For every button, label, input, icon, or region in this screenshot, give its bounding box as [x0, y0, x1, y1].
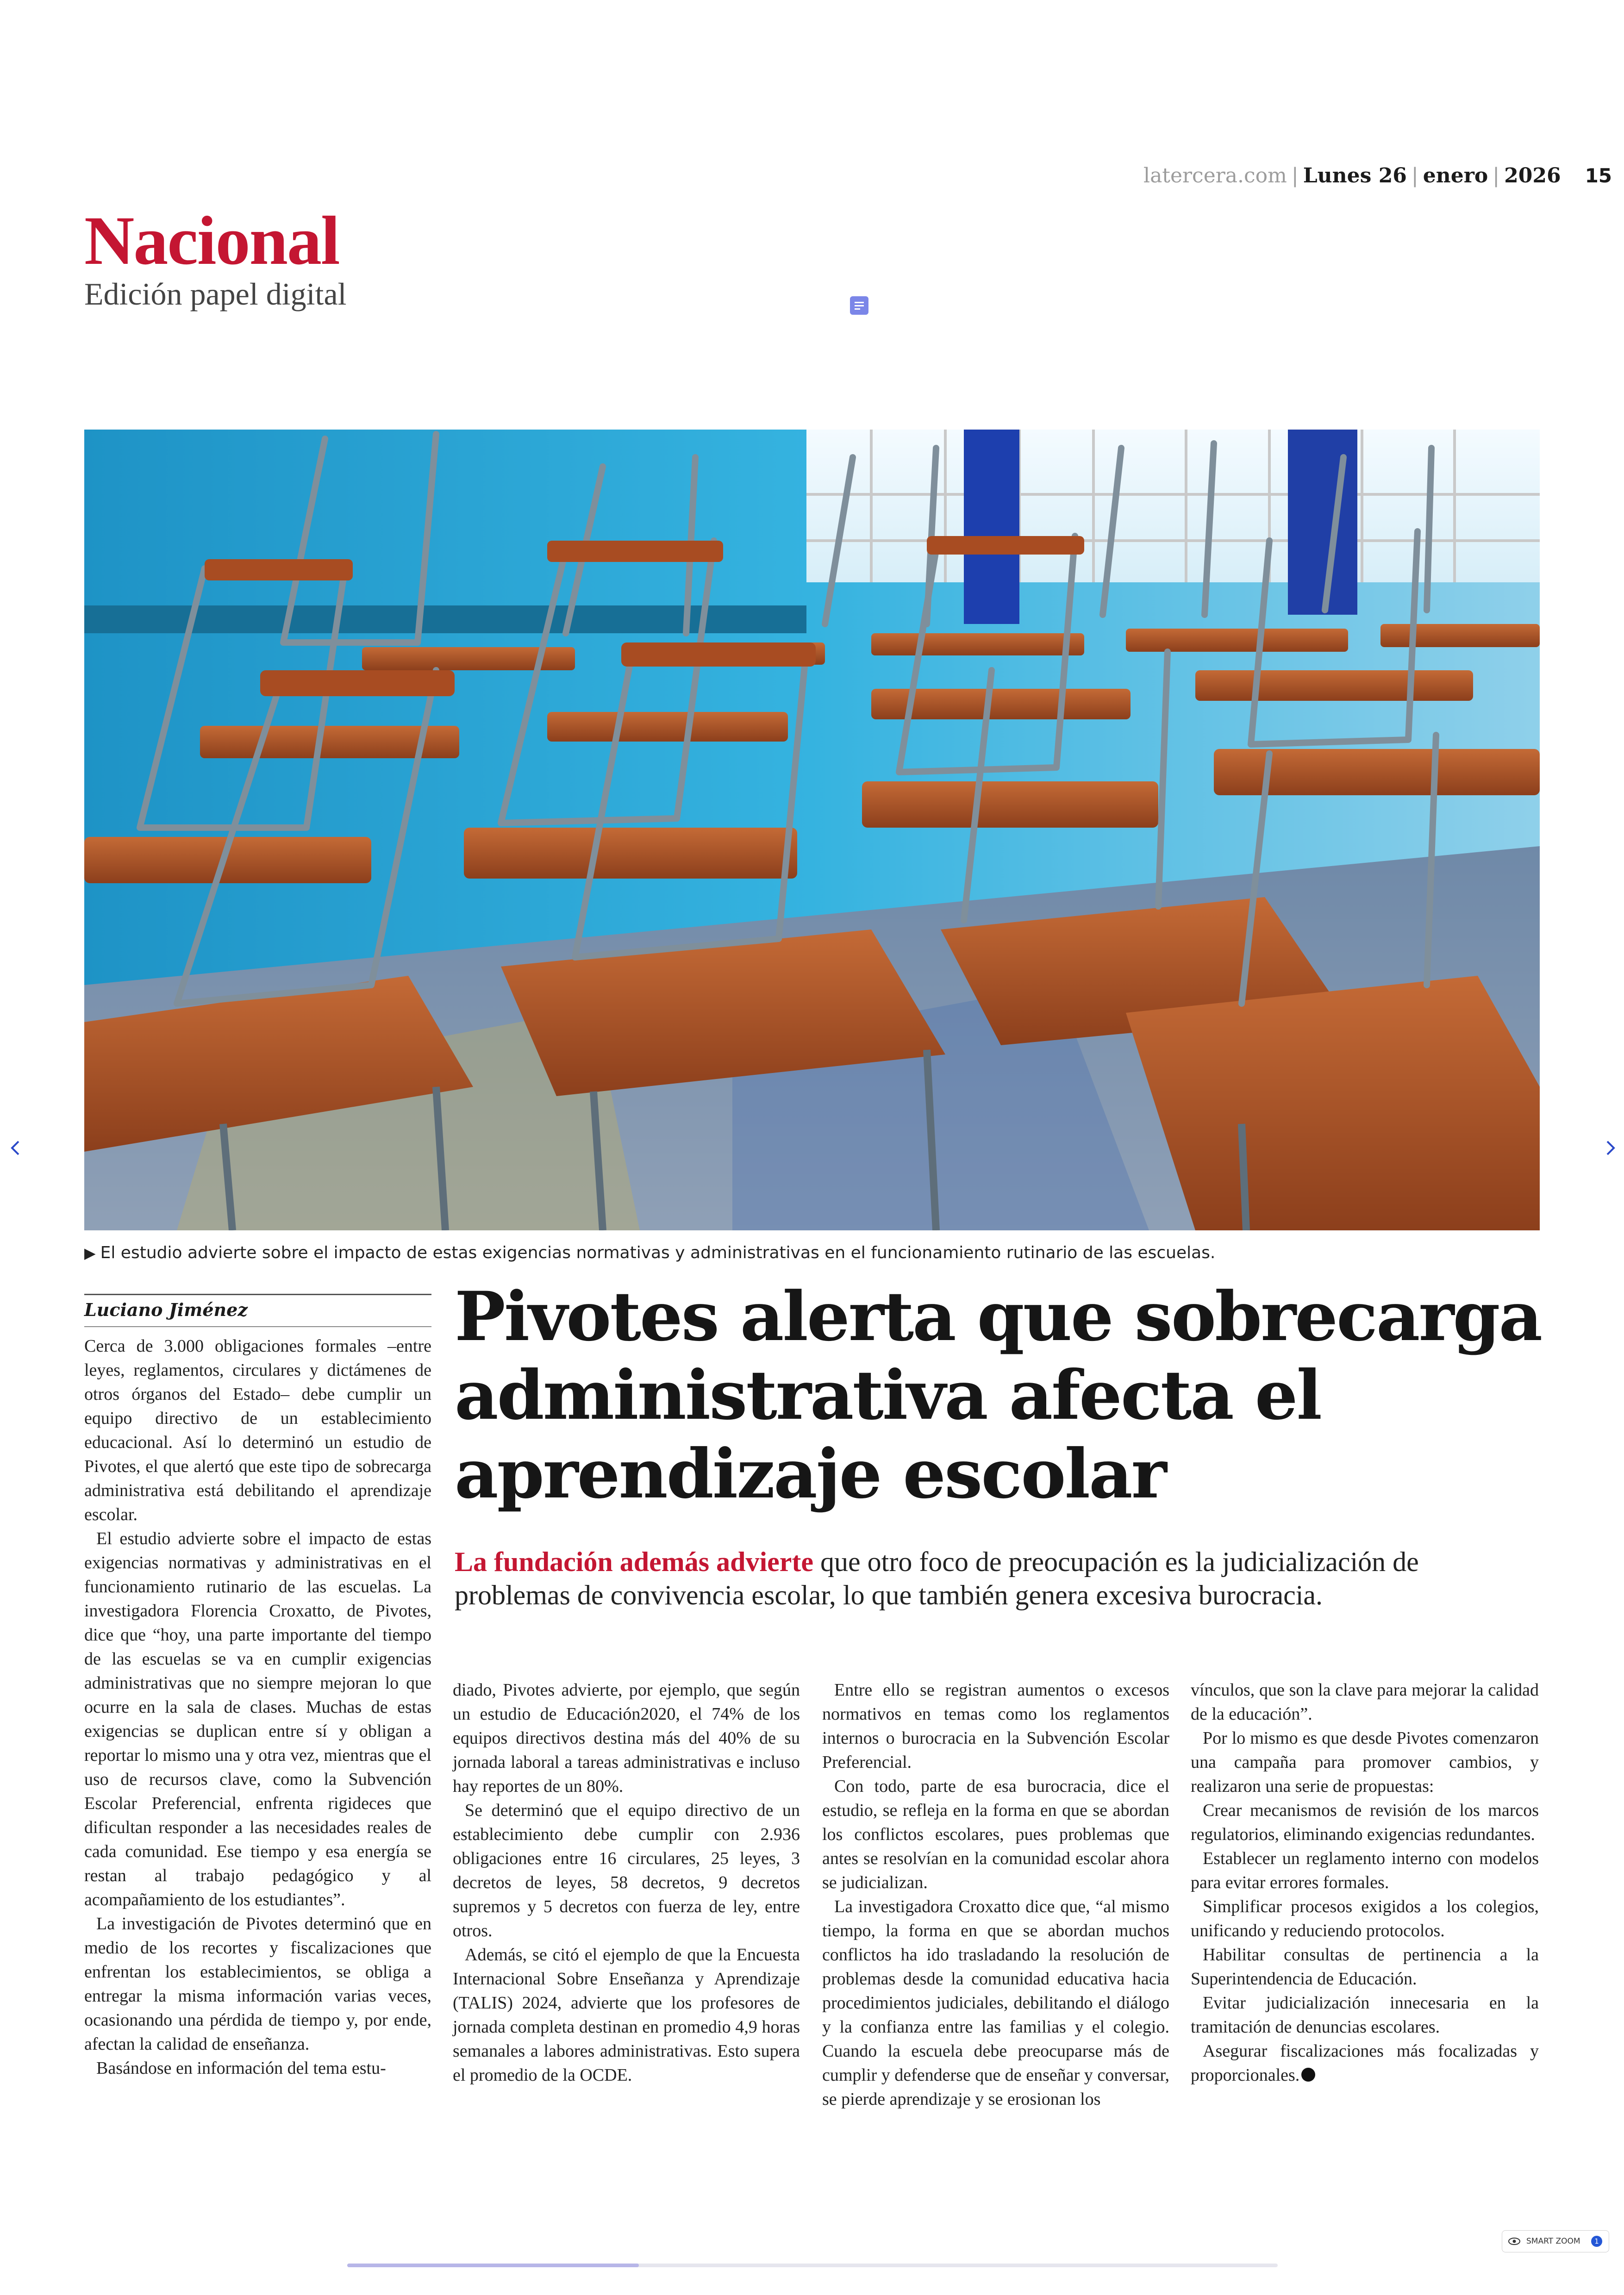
article-column-4 [1191, 1678, 1539, 2087]
section-title: Nacional [84, 202, 339, 279]
paragraph: vínculos, que son la clave para mejorar la calidad de la educación”. [1191, 1680, 1539, 1724]
page-scrollbar-thumb[interactable] [347, 2264, 639, 2267]
paragraph: Basándose en información del tema estu- [96, 2058, 386, 2078]
paragraph: Además, se citó el ejemplo de que la Encuesta Internacional Sobre Enseñanza y Aprendizaje (TALIS) 2024, advierte que los profesores de jornada completa destinan en promedio 4,9 horas semanales a labores administrativas. Esto supera el promedio de la OCDE. [453, 1945, 800, 2085]
proposal-item: Crear mecanismos de revisión de los marcos regulatorios, eliminando exigencias redundantes. [1191, 1801, 1539, 1844]
paragraph: El estudio advierte sobre el impacto de estas exigencias normativas y administrativas en el funcionamiento rutinario de las escuelas. La investigadora Florencia Croxatto, de Pivotes, dice que “hoy, una parte importante del tiempo de las escuelas se va en cumplir exigencias administrativas que no siempre mejoran lo que ocurre en la sala de clases. Muchas de estas exigencias se duplican entre sí y obligan a reportar lo mismo una y otra vez, mientras que el uso de recursos clave, como la Subvención Escolar Preferencial, enfrenta rigideces que dificultan responder a las necesidades reales de cada comunidad. Ese tiempo y esa energía se restan al trabajo pedagógico y al acompañamiento de los estudiantes”. [84, 1529, 431, 1909]
smart-zoom-label: SMART ZOOM [1526, 2237, 1580, 2246]
proposal-item: Evitar judicialización innecesaria en la tramitación de denuncias escolares. [1191, 1993, 1539, 2037]
byline-rule [84, 1326, 431, 1327]
classroom-photo [84, 430, 1540, 1230]
article-column-2 [453, 1678, 800, 2087]
end-mark-icon [1301, 2068, 1315, 2082]
edition-day: Lunes 26 [1303, 164, 1407, 187]
caption-arrow-icon: ▶ [84, 1244, 96, 1262]
eye-icon [1508, 2237, 1521, 2245]
paragraph: Cerca de 3.000 obligaciones formales –entre leyes, reglamentos, circulares y dictámenes de otros órganos del Estado– debe cumplir un equipo directivo de un establecimiento educacional. Así lo determinó un estudio de Pivotes, el que alertó que este tipo de sobrecarga administrativa está debilitando el aprendizaje escolar. [84, 1336, 431, 1524]
note-icon[interactable] [850, 296, 868, 315]
paragraph: La investigadora Croxatto dice que, “al mismo tiempo, la forma en que se abordan muchos conflictos ha ido trasladando la resolución de problemas desde la comunidad educativa hacia procedimientos judiciales, debilitando el diálogo y la confianza entre las familias y el colegio. Cuando la escuela debe preocuparse más de cumplir y defenderse que de enseñar y conversar, se pierde aprendizaje y se erosionan los [822, 1897, 1169, 2109]
paragraph: diado, Pivotes advierte, por ejemplo, que según un estudio de Educación2020, el 74% de los equipos directivos destina más del 40% de su jornada laboral a tareas administrativas e incluso hay reportes de un 80%. [453, 1680, 800, 1796]
proposal-item: Habilitar consultas de pertinencia a la Superintendencia de Educación. [1191, 1945, 1539, 1989]
smart-zoom-button[interactable] [1502, 2230, 1609, 2252]
article-column-3 [822, 1678, 1169, 2111]
byline-rule [84, 1294, 431, 1295]
site-name[interactable]: latercera.com [1143, 164, 1287, 187]
smart-zoom-badge: 1 [1591, 2236, 1602, 2247]
article-column-1 [84, 1334, 431, 2080]
proposal-item: Establecer un reglamento interno con modelos para evitar errores formales. [1191, 1849, 1539, 1892]
dek-text: que otro foco de preocupación es la judicialización de problemas de convivencia escolar, lo que también genera excesiva burocracia. [455, 1547, 1419, 1610]
byline: Luciano Jiménez [84, 1299, 248, 1320]
paragraph: Con todo, parte de esa burocracia, dice el estudio, se refleja en la forma en que se abordan los conflictos escolares, pues problemas que antes se resolvían en la comunidad escolar ahora se judicializan. [822, 1777, 1169, 1892]
proposal-item-last: Asegurar fiscalizaciones más focalizadas y proporcionales. [1191, 2041, 1539, 2085]
edition-header: latercera.com | Lunes 26 | enero | 2026 15 [1143, 164, 1612, 187]
paragraph: La investigación de Pivotes determinó que en medio de los recortes y fiscalizaciones que enfrentan los establecimientos, se obliga a entregar la misma información varias veces, ocasionando una pérdida de tiempo y, por ende, afectan la calidad de enseñanza. [84, 1914, 431, 2054]
paragraph: Por lo mismo es que desde Pivotes comenzaron una campaña para promover cambios, y realizaron una serie de propuestas: [1191, 1728, 1539, 1796]
article-headline: Pivotes alerta que sobrecarga administrativa afecta el aprendizaje escolar [455, 1277, 1542, 1514]
photo-caption: ▶ El estudio advierte sobre el impacto de estas exigencias normativas y administrativas en el funcionamiento rutinario de las escuelas. [84, 1243, 1216, 1262]
paragraph: Se determinó que el equipo directivo de un establecimiento debe cumplir con 2.936 obligaciones entre 16 circulares, 25 leyes, 3 decretos de leyes, 58 decretos, 9 decretos supremos y 5 decretos con fuerza de ley, entre otros. [453, 1801, 800, 1940]
next-page-arrow-icon[interactable] [1600, 1138, 1620, 1158]
article-dek [455, 1545, 1519, 1612]
previous-page-arrow-icon[interactable] [6, 1138, 26, 1158]
paragraph: Entre ello se registran aumentos o excesos normativos en temas como los reglamentos internos o burocracia en la Subvención Escolar Preferencial. [822, 1680, 1169, 1772]
edition-month: enero [1423, 164, 1488, 187]
dek-highlight: La fundación además advierte [455, 1547, 814, 1577]
edition-year: 2026 [1504, 164, 1561, 187]
section-subtitle: Edición papel digital [84, 276, 347, 312]
proposal-item: Simplificar procesos exigidos a los colegios, unificando y reduciendo protocolos. [1191, 1897, 1539, 1940]
page-number: 15 [1585, 164, 1612, 187]
